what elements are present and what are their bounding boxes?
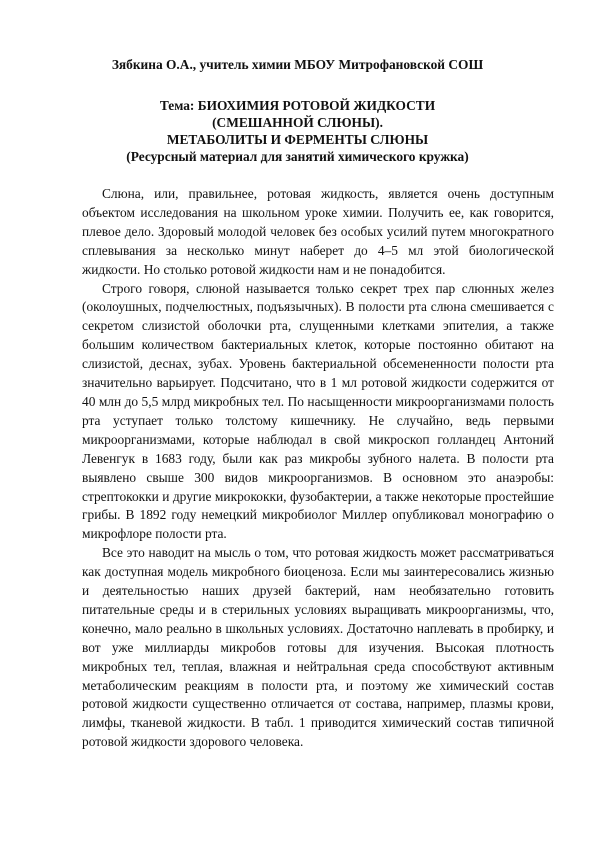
paragraph-intro: Слюна, или, правильнее, ротовая жидкость, является очень доступным объектом исследования на школьном уроке химии. Получить ее, как говорится, плевое дело. Здоровый молодой человек без особых усилий путем многократного сплевывания за несколько минут наберет до 4–5 мл этой биологической жидкости. Но столько ротовой жидкости нам и не понадобится.	[82, 186, 554, 277]
title-line-resource-note: (Ресурсный материал для занятий химического кружка)	[126, 149, 469, 164]
title-block	[0, 97, 595, 165]
author-line: Зябкина О.А., учитель химии МБОУ Митрофановской СОШ	[111, 57, 484, 72]
title-line-topic: Тема: БИОХИМИЯ РОТОВОЙ ЖИДКОСТИ	[159, 98, 436, 113]
paragraph-biocenosis-model: Все это наводит на мысль о том, что ротовая жидкость может рассматриваться как доступная модель микробного биоценоза. Если мы заинтересовались жизнью и деятельностью наших друзей бактерий, нам необязательно готовить питательные среды и в стерильных условиях выращивать микроорганизмы, что, конечно, мало реально в школьных условиях. Достаточно наплевать в пробирку, и вот уже миллиарды микробов готовы для изучения. Высокая плотность микробных тел, теплая, влажная и нейтральная среда способствуют активным метаболическим реакциям в полости рта, и поэтому же химический состав ротовой жидкости существенно отличается от состава, например, плазмы крови, лимфы, тканевой жидкости. В табл. 1 приводится химический состав типичной ротовой жидкости здорового человека.	[82, 545, 554, 750]
title-line-subtitle: (СМЕШАННОЙ СЛЮНЫ).	[212, 115, 383, 130]
paragraph-saliva-definition: Строго говоря, слюной называется только секрет трех пар слюнных желез (околоушных, подчелюстных, подъязычных). В полости рта слюна смешивается с секретом слизистой оболочки рта, слущенными клетками эпителия, а также большим количеством бактериальных клеток, которые постоянно обитают на слизистой, деснах, зубах. Уровень бактериальной обсемененности полости рта значительно варьирует. Подсчитано, что в 1 мл ротовой жидкости содержится от 40 млн до 5,5 млрд микробных тел. По насыщенности микроорганизмами полость рта уступает только толстому кишечнику. Не случайно, ведь первыми микроорганизмами, которые наблюдал в свой микроскоп голландец Антоний Левенгук в 1683 году, были как раз микробы зубного налета. В полости рта выявлено свыше 300 видов микроорганизмов. В основном это анаэробы: стрептококки и другие микрококки, фузобактерии, а также некоторые простейшие грибы. В 1892 году немецкий микробиолог Миллер опубликовал монографию о микрофлоре полости рта.	[82, 280, 554, 542]
body-text	[82, 185, 554, 752]
title-line-metabolites: МЕТАБОЛИТЫ И ФЕРМЕНТЫ СЛЮНЫ	[166, 132, 429, 147]
